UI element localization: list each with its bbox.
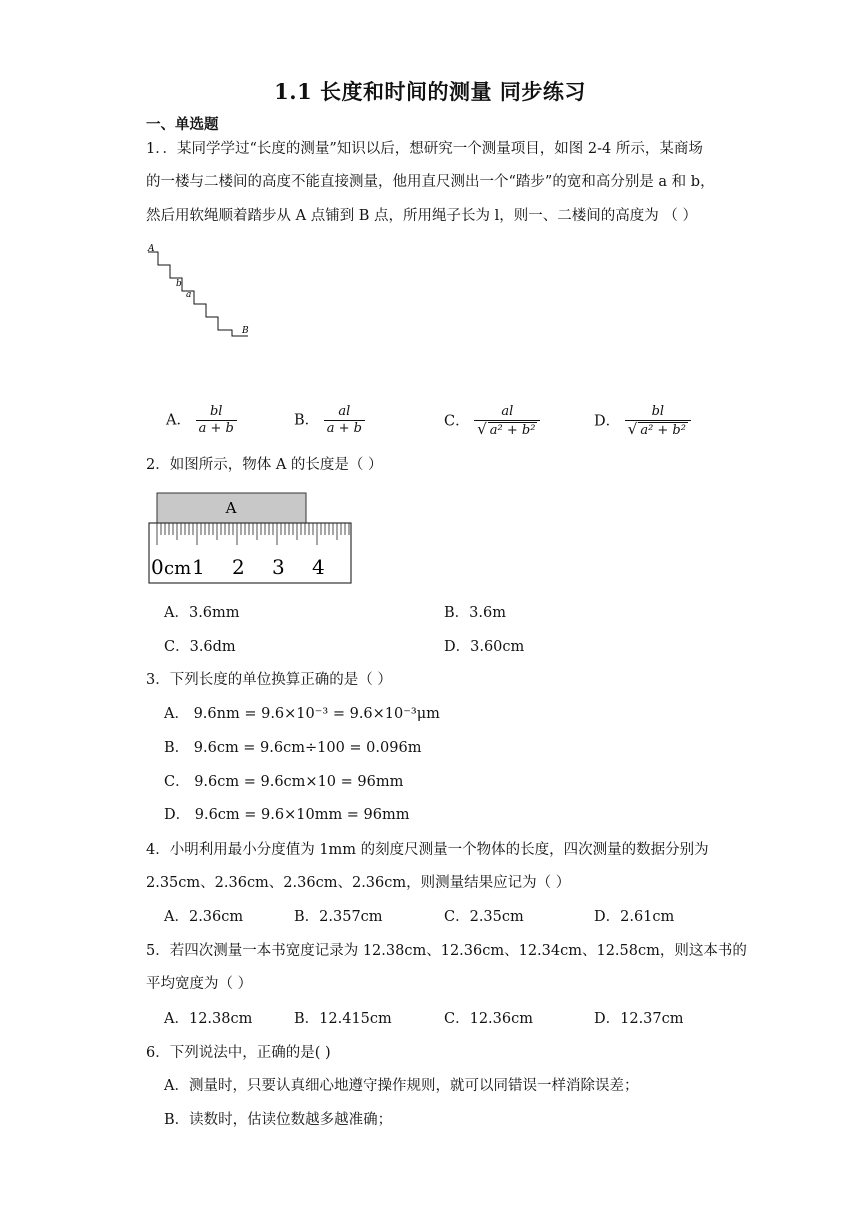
q2-option-a[interactable]: A．3.6mm (164, 605, 240, 621)
q6-option-a[interactable]: A．测量时，只要认真细心地遵守操作规则，就可以同错误一样消除误差； (164, 1078, 639, 1094)
q6-stem: 6．下列说法中，正确的是( ) (146, 1045, 331, 1061)
q1-line-1: 1．．某同学学过“长度的测量”知识以后，想研究一个测量项目，如图 2-4 所示，某商场 (146, 141, 703, 157)
numerator: al (474, 404, 540, 421)
q4-option-d[interactable]: D．2.61cm (594, 909, 675, 925)
q4-option-b[interactable]: B．2.357cm (294, 909, 383, 925)
q3-stem: 3．下列长度的单位换算正确的是（ ） (146, 672, 392, 688)
option-label: C． (444, 413, 470, 430)
denominator (474, 421, 540, 439)
page-title: 1.1 长度和时间的测量 同步练习 (274, 79, 586, 104)
sqrt-icon: √ (477, 420, 487, 438)
ruler-label-cm: cm (164, 558, 192, 579)
q4-option-a[interactable]: A．2.36cm (164, 909, 244, 925)
ruler-label-1: 1 (192, 555, 205, 579)
ruler-label-3: 3 (272, 555, 285, 579)
figure-label-b: b (176, 279, 182, 289)
q6-option-b[interactable]: B．读数时，估读位数越多越准确； (164, 1112, 393, 1128)
option-label: B． (294, 412, 320, 429)
denominator: a + b (326, 421, 362, 436)
block-label: A (225, 499, 237, 517)
q5-line-2: 平均宽度为（ ） (146, 976, 253, 992)
option-label: A． (166, 412, 191, 429)
q3-option-d[interactable]: D． 9.6cm = 9.6×10mm = 96mm (164, 807, 410, 823)
ruler-label-4: 4 (312, 555, 325, 579)
q2-option-c[interactable]: C．3.6dm (164, 639, 236, 655)
denominator (625, 421, 691, 439)
radicand: a² + b² (489, 423, 536, 438)
option-label: D． (594, 413, 621, 430)
section-heading: 一、单选题 (146, 116, 219, 133)
q1-line-2: 的一楼与二楼间的高度不能直接测量，他用直尺测出一个“踏步”的宽和高分别是 a 和 b， (146, 174, 715, 190)
fraction (625, 404, 691, 439)
q5-line-1: 5．若四次测量一本书宽度记录为 12.38cm、12.36cm、12.34cm、12.58cm，则这本书的 (146, 943, 747, 959)
fraction (474, 404, 540, 439)
fraction (324, 404, 365, 437)
numerator: al (324, 404, 365, 421)
q5-option-d[interactable]: D．12.37cm (594, 1011, 684, 1027)
q3-option-c[interactable]: C． 9.6cm = 9.6cm×10 = 96mm (164, 774, 404, 790)
q4-line-1: 4．小明利用最小分度值为 1mm 的刻度尺测量一个物体的长度，四次测量的数据分别为 (146, 842, 709, 858)
denominator: a + b (198, 421, 234, 436)
q1-option-b[interactable] (294, 404, 365, 437)
q4-line-2: 2.35cm、2.36cm、2.36cm、2.36cm，则测量结果应记为（ ） (146, 875, 571, 891)
q1-option-d[interactable] (594, 404, 691, 439)
numerator: bl (625, 404, 691, 421)
figure-label-a-point: A (148, 244, 155, 254)
figure-label-a: a (186, 290, 192, 300)
q2-option-b[interactable]: B．3.6m (444, 605, 506, 621)
figure-label-b-point: B (242, 326, 249, 336)
q1-option-a[interactable] (166, 404, 237, 437)
q3-option-b[interactable]: B． 9.6cm = 9.6cm÷100 = 0.096m (164, 740, 422, 756)
ruler-label-0: 0 (151, 555, 164, 579)
ruler-label-2: 2 (232, 555, 245, 579)
q5-option-c[interactable]: C．12.36cm (444, 1011, 533, 1027)
numerator: bl (196, 404, 237, 421)
q1-option-c[interactable] (444, 404, 540, 439)
q2-stem: 2．如图所示，物体 A 的长度是（ ） (146, 457, 383, 473)
staircase-figure (140, 240, 260, 340)
q1-line-3: 然后用软绳顺着踏步从 A 点铺到 B 点，所用绳子长为 l，则一、二楼间的高度为 （ ） (146, 208, 698, 224)
radicand: a² + b² (640, 423, 686, 438)
sqrt-icon: √ (627, 420, 638, 438)
q5-option-b[interactable]: B．12.415cm (294, 1011, 392, 1027)
q2-option-d[interactable]: D．3.60cm (444, 639, 525, 655)
ruler-figure (144, 490, 356, 588)
q4-option-c[interactable]: C．2.35cm (444, 909, 524, 925)
fraction (196, 404, 237, 437)
q5-option-a[interactable]: A．12.38cm (164, 1011, 253, 1027)
q3-option-a[interactable]: A． 9.6nm = 9.6×10⁻³ = 9.6×10⁻³μm (164, 706, 440, 722)
